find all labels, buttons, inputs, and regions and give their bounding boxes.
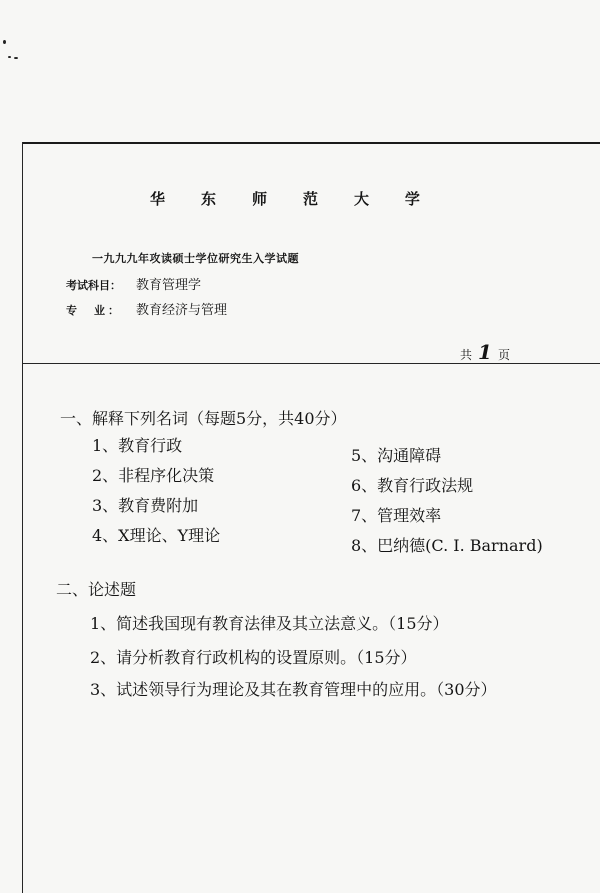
university-char: 大 <box>353 190 369 208</box>
subject-value: 教育管理学 <box>136 278 202 293</box>
term-item: 1、教育行政 <box>92 436 183 455</box>
frame-left-line <box>22 142 23 893</box>
university-char: 华 <box>150 190 166 208</box>
subject-label: 考试科目： <box>66 279 121 292</box>
subject-line <box>66 274 201 293</box>
major-line <box>66 299 227 318</box>
essay-question: 3、试述领导行为理论及其在教育管理中的应用。（30分） <box>90 680 497 699</box>
page-count <box>460 340 510 364</box>
scan-speck <box>14 57 18 59</box>
term-item: 4、X理论、Y理论 <box>92 526 221 545</box>
page-number: 1 <box>478 340 492 364</box>
major-label: 专 业： <box>66 304 122 317</box>
page-prefix: 共 <box>460 348 473 362</box>
university-char: 范 <box>302 190 318 208</box>
exam-year-title: 一九九九年攻读硕士学位研究生入学试题 <box>92 252 299 265</box>
page-suffix: 页 <box>497 348 510 362</box>
university-name <box>150 188 420 209</box>
essay-question: 1、简述我国现有教育法律及其立法意义。（15分） <box>90 614 449 633</box>
term-item: 7、管理效率 <box>351 506 442 525</box>
frame-top-line <box>22 142 600 144</box>
term-item: 2、非程序化决策 <box>92 466 215 485</box>
header-divider-line <box>22 363 600 364</box>
university-char: 东 <box>200 190 216 208</box>
section1-heading: 一、解释下列名词（每题5分，共40分） <box>60 409 347 428</box>
scan-speck <box>3 40 6 44</box>
essay-question: 2、请分析教育行政机构的设置原则。（15分） <box>90 648 417 667</box>
term-item: 6、教育行政法规 <box>351 476 474 495</box>
section2-heading: 二、论述题 <box>56 580 137 599</box>
scan-speck <box>8 56 11 58</box>
major-value: 教育经济与管理 <box>136 303 228 318</box>
term-item: 5、沟通障碍 <box>351 446 442 465</box>
university-char: 学 <box>404 190 420 208</box>
university-char: 师 <box>251 190 267 208</box>
term-item: 3、教育费附加 <box>92 496 199 515</box>
term-item: 8、巴纳德(C. I. Barnard) <box>351 536 543 555</box>
